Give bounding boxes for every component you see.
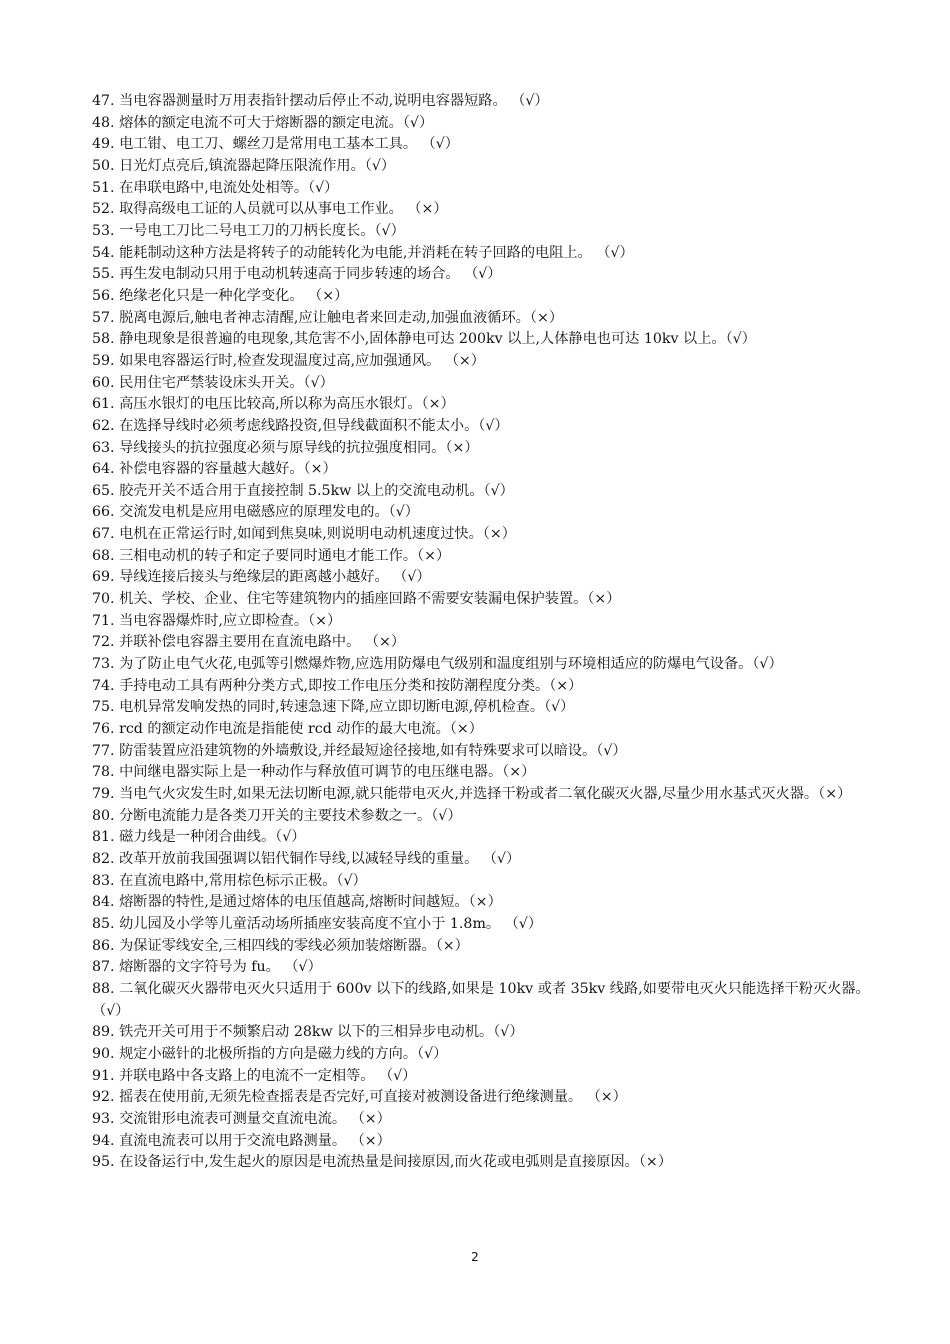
list-item: 67. 电机在正常运行时,如闻到焦臭味,则说明电动机速度过快。（×） bbox=[92, 526, 516, 543]
list-item: 75. 电机异常发响发热的同时,转速急速下降,应立即切断电源,停机检查。（√） bbox=[92, 699, 575, 716]
list-item: 57. 脱离电源后,触电者神志清醒,应让触电者来回走动,加强血液循环。（×） bbox=[92, 309, 564, 326]
list-item: 85. 幼儿园及小学等儿童活动场所插座安装高度不宜小于 1.8m。 （√） bbox=[92, 915, 543, 932]
page-number: 2 bbox=[471, 1250, 479, 1264]
list-item: 73. 为了防止电气火花,电弧等引燃爆炸物,应选用防爆电气级别和温度组别与环境相适应的防爆电气设备。（√） bbox=[92, 656, 783, 673]
list-item: 91. 并联电路中各支路上的电流不一定相等。 （√） bbox=[92, 1067, 417, 1084]
list-item: 63. 导线接头的抗拉强度必须与原导线的抗拉强度相同。（×） bbox=[92, 439, 479, 456]
list-item: 81. 磁力线是一种闭合曲线。（√） bbox=[92, 829, 306, 846]
list-item: 54. 能耗制动这种方法是将转子的动能转化为电能,并消耗在转子回路的电阻上。 （√） bbox=[92, 244, 634, 261]
list-item: 79. 当电气火灾发生时,如果无法切断电源,就只能带电灭火,并选择干粉或者二氧化碳灭火器,尽量少用水基式灭火器。（×） bbox=[92, 786, 852, 802]
list-item: 65. 胶壳开关不适合用于直接控制 5.5kw 以上的交流电动机。（√） bbox=[92, 482, 514, 499]
list-item: 70. 机关、学校、企业、住宅等建筑物内的插座回路不需要安装漏电保护装置。（×） bbox=[92, 591, 621, 608]
list-item: 53. 一号电工刀比二号电工刀的刀柄长度长。（√） bbox=[92, 222, 405, 239]
list-item: 76. rcd 的额定动作电流是指能使 rcd 动作的最大电流。（×） bbox=[92, 721, 483, 738]
list-item: 90. 规定小磁针的北极所指的方向是磁力线的方向。（√） bbox=[92, 1045, 448, 1062]
list-item: 69. 导线连接后接头与绝缘层的距离越小越好。 （√） bbox=[92, 569, 431, 586]
list-item: 62. 在选择导线时必须考虑线路投资,但导线截面积不能太小。（√） bbox=[92, 417, 509, 434]
list-item: 72. 并联补偿电容器主要用在直流电路中。 （×） bbox=[92, 634, 406, 651]
list-item: 50. 日光灯点亮后,镇流器起降压限流作用。（√） bbox=[92, 157, 396, 174]
list-item: 48. 熔体的额定电流不可大于熔断器的额定电流。（√） bbox=[92, 114, 434, 131]
list-item: 66. 交流发电机是应用电磁感应的原理发电的。（√） bbox=[92, 504, 419, 521]
list-item: 52. 取得高级电工证的人员就可以从事电工作业。 （×） bbox=[92, 201, 448, 218]
list-item: 94. 直流电流表可以用于交流电路测量。 （×） bbox=[92, 1132, 391, 1149]
list-item: 58. 静电现象是很普遍的电现象,其危害不小,固体静电可达 200kv 以上,人体静电也可达 10kv 以上。（√） bbox=[92, 331, 756, 348]
list-item: 93. 交流钳形电流表可测量交直流电流。 （×） bbox=[92, 1110, 391, 1127]
list-item: 83. 在直流电路中,常用棕色标示正极。（√） bbox=[92, 872, 367, 889]
question-list bbox=[92, 91, 872, 1174]
list-item: 87. 熔断器的文字符号为 fu。 （√） bbox=[92, 959, 322, 976]
list-item: 55. 再生发电制动只用于电动机转速高于同步转速的场合。 （√） bbox=[92, 266, 502, 283]
list-item: 64. 补偿电容器的容量越大越好。（×） bbox=[92, 461, 337, 478]
list-item: 74. 手持电动工具有两种分类方式,即按工作电压分类和按防潮程度分类。（×） bbox=[92, 677, 583, 694]
list-item: 49. 电工钳、电工刀、螺丝刀是常用电工基本工具。 （√） bbox=[92, 136, 459, 153]
list-item: 86. 为保证零线安全,三相四线的零线必须加装熔断器。（×） bbox=[92, 937, 469, 954]
list-item: 84. 熔断器的特性,是通过熔体的电压值越高,熔断时间越短。（×） bbox=[92, 894, 502, 911]
list-item: 80. 分断电流能力是各类刀开关的主要技术参数之一。（√） bbox=[92, 807, 462, 824]
list-item: 82. 改革开放前我国强调以铝代铜作导线,以减轻导线的重量。 （√） bbox=[92, 850, 521, 867]
list-item: 56. 绝缘老化只是一种化学变化。 （×） bbox=[92, 287, 349, 304]
list-item: 92. 摇表在使用前,无须先检查摇表是否完好,可直接对被测设备进行绝缘测量。 （×） bbox=[92, 1089, 627, 1106]
list-item: 51. 在串联电路中,电流处处相等。（√） bbox=[92, 179, 339, 196]
list-item: 95. 在设备运行中,发生起火的原因是电流热量是间接原因,而火花或电弧则是直接原因。（×） bbox=[92, 1154, 673, 1171]
list-item: 61. 高压水银灯的电压比较高,所以称为高压水银灯。（×） bbox=[92, 396, 455, 413]
list-item: 68. 三相电动机的转子和定子要同时通电才能工作。（×） bbox=[92, 547, 451, 564]
list-item: 78. 中间继电器实际上是一种动作与释放值可调节的电压继电器。（×） bbox=[92, 764, 536, 781]
list-item: 59. 如果电容器运行时,检查发现温度过高,应加强通风。 （×） bbox=[92, 352, 485, 369]
list-item: 71. 当电容器爆炸时,应立即检查。（×） bbox=[92, 612, 342, 629]
list-item: 89. 铁壳开关可用于不频繁启动 28kw 以下的三相异步电动机。（√） bbox=[92, 1024, 524, 1041]
list-item: 77. 防雷装置应沿建筑物的外墙敷设,并经最短途径接地,如有特殊要求可以暗设。（√） bbox=[92, 742, 627, 759]
list-item: 88. 二氧化碳灭火器带电灭火只适用于 600v 以下的线路,如果是 10kv 或者 35kv 线路,如要带电灭火只能选择干粉灭火器。（√） bbox=[92, 980, 870, 1019]
list-item: 47. 当电容器测量时万用表指针摆动后停止不动,说明电容器短路。 （√） bbox=[92, 93, 549, 109]
list-item: 60. 民用住宅严禁装设床头开关。（√） bbox=[92, 374, 334, 391]
